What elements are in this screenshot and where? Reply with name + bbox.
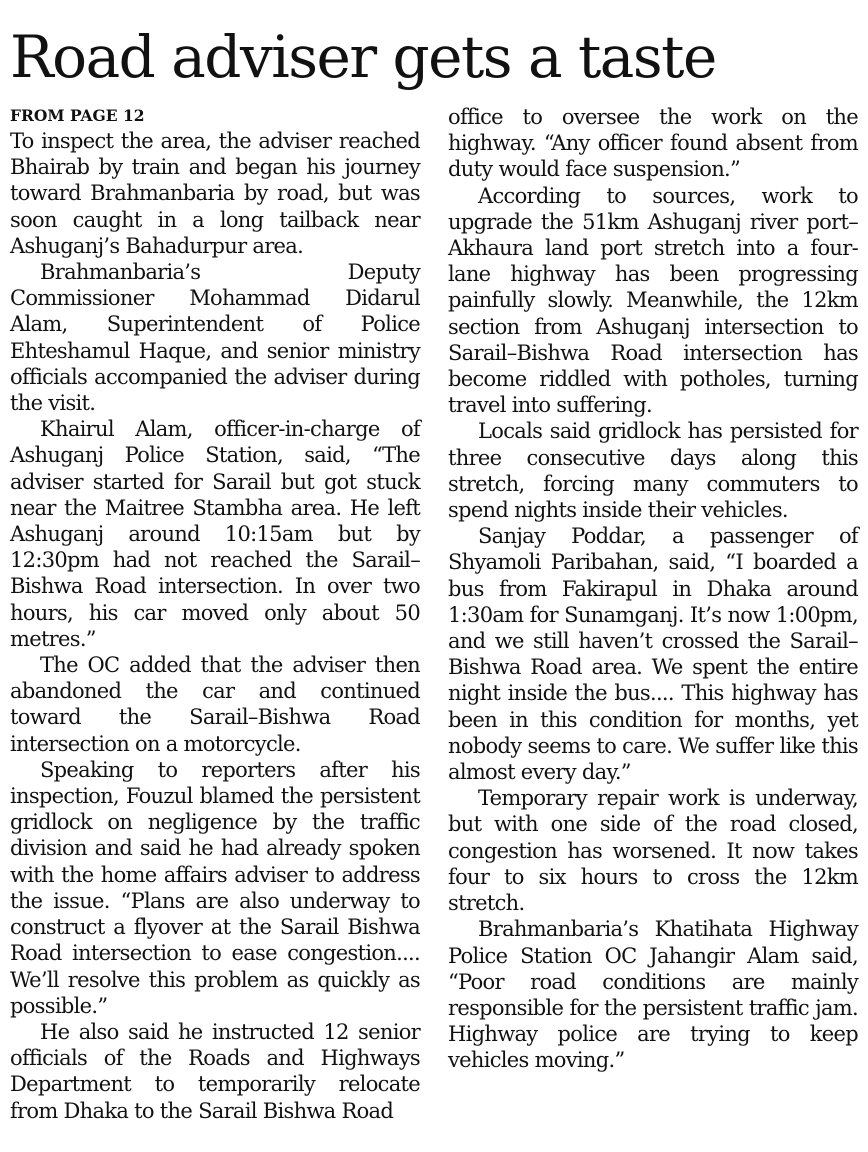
- paragraph: Khairul Alam, officer-in-charge of Ashuganj Police Station, said, “The adviser started for Sarail but got stuck near the Maitree Stambha area. He left Ashuganj around 10:15am but by 12:30pm had not reached the Sarail–Bishwa Road intersection. In over two hours, his car moved only about 50 metres.”: [10, 417, 420, 651]
- paragraph: Brahmanbaria’s Deputy Commissioner Mohammad Didarul Alam, Superintendent of Police Ehteshamul Haque, and senior ministry officials accompanied the adviser during the visit.: [10, 260, 420, 416]
- paragraph: Locals said gridlock has persisted for three consecutive days along this stretch, forcing many commuters to spend nights inside their vehicles.: [448, 419, 858, 523]
- article-column-right: [448, 104, 858, 1074]
- headline: Road adviser gets a taste: [10, 23, 716, 91]
- paragraph: The OC added that the adviser then abandoned the car and continued toward the Sarail–Bishwa Road intersection on a motorcycle.: [10, 653, 420, 756]
- paragraph: Sanjay Poddar, a passenger of Shyamoli Paribahan, said, “I boarded a bus from Fakirapul in Dhaka around 1:30am for Sunamganj. It’s now 1:00pm, and we still haven’t crossed the Sarail–Bishwa Road area. We spent the entire night inside the bus.... This highway has been in this condition for months, yet nobody seems to care. We suffer like this almost every day.”: [448, 524, 858, 785]
- continuation-kicker: FROM PAGE 12: [10, 106, 145, 125]
- paragraph: Speaking to reporters after his inspection, Fouzul blamed the persistent gridlock on negligence by the traffic division and said he had already spoken with the home affairs adviser to address the issue. “Plans are also underway to construct a flyover at the Sarail Bishwa Road intersection to ease congestion.... We’ll resolve this problem as quickly as possible.”: [10, 757, 420, 1018]
- article-column-left: [10, 104, 420, 1124]
- paragraph: office to oversee the work on the highway. “Any officer found absent from duty would face suspension.”: [448, 105, 858, 182]
- paragraph: He also said he instructed 12 senior officials of the Roads and Highways Department to temporarily relocate from Dhaka to the Sarail Bishwa Road: [10, 1019, 420, 1123]
- paragraph: Brahmanbaria’s Khatihata Highway Police Station OC Jahangir Alam said, “Poor road conditions are mainly responsible for the persistent traffic jam. Highway police are trying to keep vehicles moving.”: [448, 917, 858, 1073]
- paragraph: According to sources, work to upgrade the 51km Ashuganj river port–Akhaura land port stretch into a four-lane highway has been progressing painfully slowly. Meanwhile, the 12km section from Ashuganj intersection to Sarail–Bishwa Road intersection has become riddled with potholes, turning travel into suffering.: [448, 183, 858, 418]
- paragraph: Temporary repair work is underway, but with one side of the road closed, congestion has worsened. It now takes four to six hours to cross the 12km stretch.: [448, 786, 858, 916]
- paragraph: To inspect the area, the adviser reached Bhairab by train and began his journey toward Brahmanbaria by road, but was soon caught in a long tailback near Ashuganj’s Bahadurpur area.: [10, 129, 420, 258]
